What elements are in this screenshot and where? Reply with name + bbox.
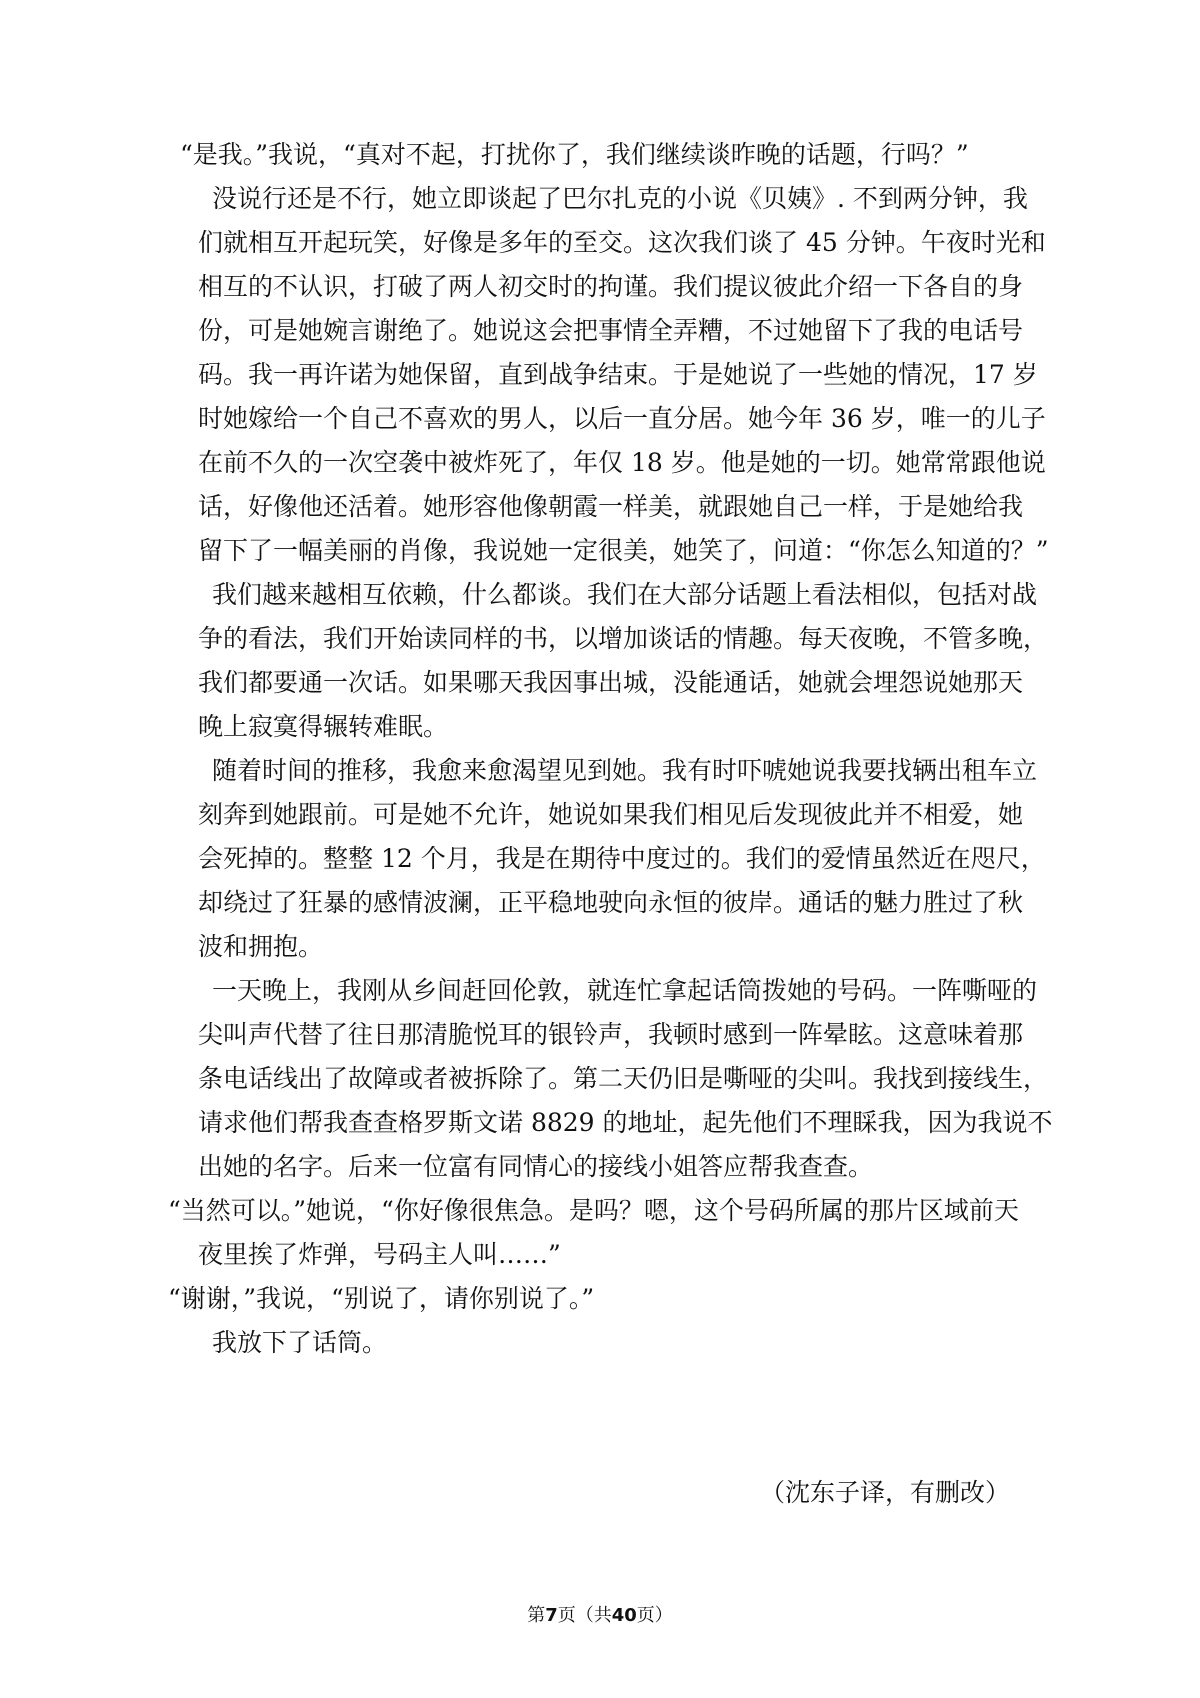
current-page-number: 7 xyxy=(545,1605,558,1626)
text-line: 份，可是她婉言谢绝了。她说这会把事情全弄糟，不过她留下了我的电话号 xyxy=(198,316,1024,345)
text-line: 出她的名字。后来一位富有同情心的接线小姐答应帮我查查。 xyxy=(198,1152,874,1181)
text-line: “谢谢，”我说，“别说了，请你别说了。” xyxy=(168,1284,595,1313)
footer-suffix: 页） xyxy=(636,1605,673,1626)
text-line: 没说行还是不行，她立即谈起了巴尔扎克的小说《贝姨》. 不到两分钟，我 xyxy=(212,184,1028,213)
text-line: 争的看法，我们开始读同样的书，以增加谈话的情趣。每天夜晚，不管多晚， xyxy=(198,624,1049,653)
text-line: 相互的不认识，打破了两人初交时的拘谨。我们提议彼此介绍一下各自的身 xyxy=(198,272,1024,301)
text-line: 随着时间的推移，我愈来愈渴望见到她。我有时吓唬她说我要找辆出租车立 xyxy=(212,756,1038,785)
text-line: “当然可以。”她说，“你好像很焦急。是吗？嗯，这个号码所属的那片区域前天 xyxy=(168,1196,1019,1225)
footer-mid: 页（共 xyxy=(557,1605,612,1626)
translator-credit: （沈东子译，有删改） xyxy=(759,1478,1010,1507)
text-line: 却绕过了狂暴的感情波澜，正平稳地驶向永恒的彼岸。通话的魅力胜过了秋 xyxy=(198,888,1024,917)
text-line: 波和拥抱。 xyxy=(198,932,324,961)
total-page-number: 40 xyxy=(611,1605,637,1626)
text-line: 晚上寂寞得辗转难眠。 xyxy=(198,712,449,741)
text-line: 我们都要通一次话。如果哪天我因事出城，没能通话，她就会埋怨说她那天 xyxy=(198,668,1024,697)
text-line: 我们越来越相互依赖，什么都谈。我们在大部分话题上看法相似，包括对战 xyxy=(212,580,1038,609)
text-line: 在前不久的一次空袭中被炸死了，年仅 18 岁。他是她的一切。她常常跟他说 xyxy=(198,448,1046,477)
text-line: 我放下了话筒。 xyxy=(212,1328,388,1357)
text-line: 一天晚上，我刚从乡间赶回伦敦，就连忙拿起话筒拨她的号码。一阵嘶哑的 xyxy=(212,976,1038,1005)
text-line: 夜里挨了炸弹，号码主人叫……” xyxy=(198,1240,561,1269)
text-line: 条电话线出了故障或者被拆除了。第二天仍旧是嘶哑的尖叫。我找到接线生， xyxy=(198,1064,1049,1093)
text-line: 刻奔到她跟前。可是她不允许，她说如果我们相见后发现彼此并不相爱，她 xyxy=(198,800,1024,829)
page-footer xyxy=(0,1604,1200,1628)
text-line: 码。我一再许诺为她保留，直到战争结束。于是她说了一些她的情况，17 岁 xyxy=(198,360,1038,389)
text-line: 尖叫声代替了往日那清脆悦耳的银铃声，我顿时感到一阵晕眩。这意味着那 xyxy=(198,1020,1024,1049)
text-line: “是我。”我说，“真对不起，打扰你了，我们继续谈昨晚的话题，行吗？” xyxy=(180,140,969,169)
footer-prefix: 第 xyxy=(527,1605,546,1626)
text-line: 留下了一幅美丽的肖像，我说她一定很美，她笑了，问道：“你怎么知道的？” xyxy=(198,536,1049,565)
text-line: 们就相互开起玩笑，好像是多年的至交。这次我们谈了 45 分钟。午夜时光和 xyxy=(198,228,1046,257)
text-line: 时她嫁给一个自己不喜欢的男人，以后一直分居。她今年 36 岁，唯一的儿子 xyxy=(198,404,1046,433)
text-line: 请求他们帮我查查格罗斯文诺 8829 的地址，起先他们不理睬我，因为我说不 xyxy=(198,1108,1053,1137)
text-line: 话，好像他还活着。她形容他像朝霞一样美，就跟她自己一样，于是她给我 xyxy=(198,492,1024,521)
text-line: 会死掉的。整整 12 个月，我是在期待中度过的。我们的爱情虽然近在咫尺， xyxy=(198,844,1046,873)
